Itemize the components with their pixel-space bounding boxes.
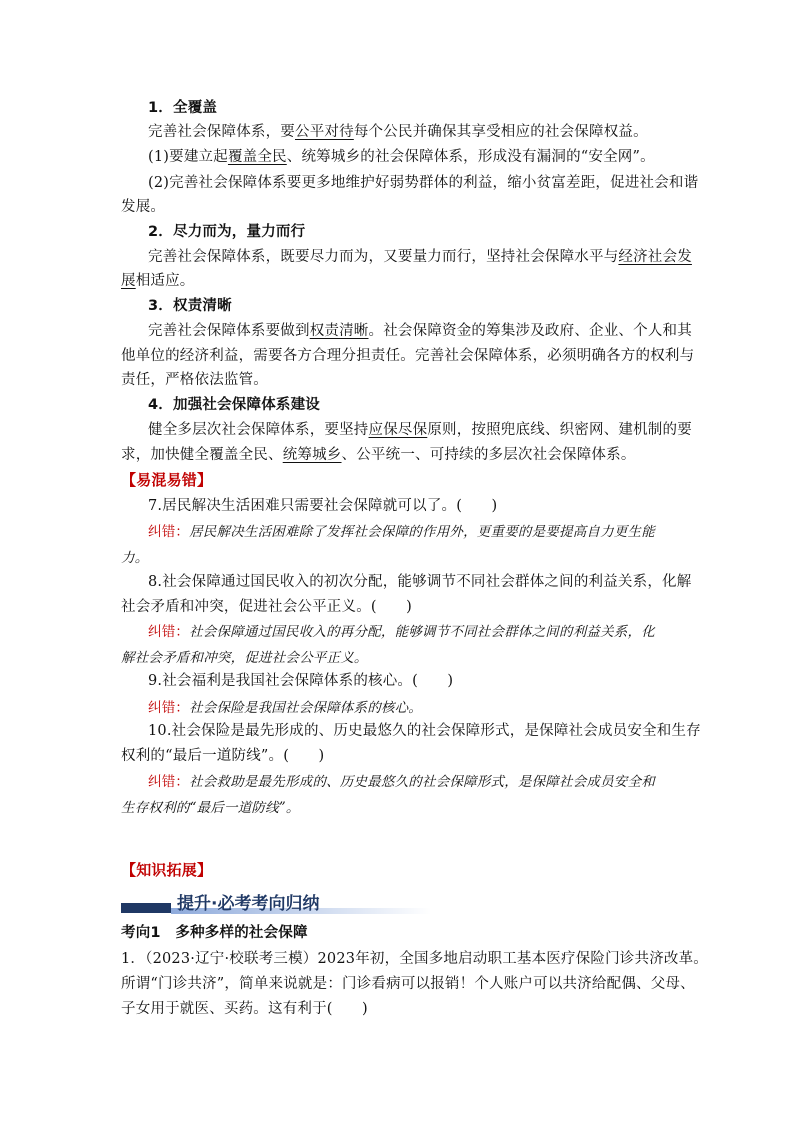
question-7: 7.居民解决生活困难只需要社会保障就可以了。( ) bbox=[148, 498, 498, 514]
question-1-line1: 1．（2023·辽宁·校联考三模）2023年初，全国多地启动职工基本医疗保险门诊共济改革。 bbox=[121, 951, 708, 967]
section4-line2: 求，加快健全覆盖全民、统筹城乡、公平统一、可持续的多层次社会保障体系。 bbox=[121, 447, 636, 463]
question-8-line2: 社会矛盾和冲突，促进社会公平正义。( ) bbox=[121, 599, 413, 615]
correction-10-line2: 生存权利的“最后一道防线”。 bbox=[121, 800, 300, 816]
correction-8-line1: 纠错：社会保障通过国民收入的再分配，能够调节不同社会群体之间的利益关系，化 bbox=[148, 624, 655, 640]
section2-line2: 展相适应。 bbox=[121, 273, 195, 289]
section4-heading: 4．加强社会保障体系建设 bbox=[148, 397, 320, 413]
section2-heading: 2．尽力而为，量力而行 bbox=[148, 224, 306, 240]
question-9: 9.社会福利是我国社会保障体系的核心。( ) bbox=[148, 673, 454, 689]
section1-paragraph2: (1)要建立起覆盖全民、统筹城乡的社会保障体系，形成没有漏洞的“安全网”。 bbox=[148, 149, 655, 165]
banner-title: 提升·必考考向归纳 bbox=[177, 894, 320, 914]
question-1-line3: 子女用于就医、买药。这有利于( ) bbox=[121, 1001, 368, 1017]
question-10-line1: 10.社会保险是最先形成的、历史最悠久的社会保障形式，是保障社会成员安全和生存 bbox=[148, 723, 701, 739]
section-banner bbox=[121, 889, 431, 915]
expansion-title: 【知识拓展】 bbox=[121, 861, 213, 879]
correction-7-line2: 力。 bbox=[121, 550, 149, 566]
section2-line1: 完善社会保障体系，既要尽力而为，又要量力而行，坚持社会保障水平与经济社会发 bbox=[148, 249, 692, 265]
section3-line2: 他单位的经济利益，需要各方合理分担责任。完善社会保障体系，必须明确各方的权利与 bbox=[121, 348, 695, 364]
correction-7-line1: 纠错：居民解决生活困难除了发挥社会保障的作用外，更重要的是要提高自力更生能 bbox=[148, 524, 655, 540]
correction-9: 纠错：社会保险是我国社会保障体系的核心。 bbox=[148, 700, 423, 716]
direction-heading: 考向1 多种多样的社会保障 bbox=[121, 925, 308, 941]
section3-line1: 完善社会保障体系要做到权责清晰。社会保障资金的筹集涉及政府、企业、个人和其 bbox=[148, 323, 692, 339]
section1-paragraph1: 完善社会保障体系，要公平对待每个公民并确保其享受相应的社会保障权益。 bbox=[148, 124, 648, 140]
section1-heading: 1．全覆盖 bbox=[148, 100, 218, 116]
section1-paragraph3-line1: (2)完善社会保障体系要更多地维护好弱势群体的利益，缩小贫富差距，促进社会和谐 bbox=[148, 175, 699, 191]
section3-heading: 3．权责清晰 bbox=[148, 298, 232, 314]
question-8-line1: 8.社会保障通过国民收入的初次分配，能够调节不同社会群体之间的利益关系，化解 bbox=[148, 574, 692, 590]
banner-bar bbox=[121, 903, 171, 913]
section3-line3: 责任，严格依法监管。 bbox=[121, 372, 268, 388]
confusion-title: 【易混易错】 bbox=[121, 471, 213, 489]
section4-line1: 健全多层次社会保障体系，要坚持应保尽保原则，按照兜底线、织密网、建机制的要 bbox=[148, 422, 692, 438]
question-10-line2: 权利的“最后一道防线”。( ) bbox=[121, 748, 325, 764]
correction-10-line1: 纠错：社会救助是最先形成的、历史最悠久的社会保障形式，是保障社会成员安全和 bbox=[148, 774, 655, 790]
section1-paragraph3-line2: 发展。 bbox=[121, 199, 166, 215]
correction-8-line2: 解社会矛盾和冲突，促进社会公平正义。 bbox=[121, 650, 368, 666]
question-1-line2: 所谓“门诊共济”，简单来说就是：门诊看病可以报销！个人账户可以共济给配偶、父母、 bbox=[121, 976, 695, 992]
